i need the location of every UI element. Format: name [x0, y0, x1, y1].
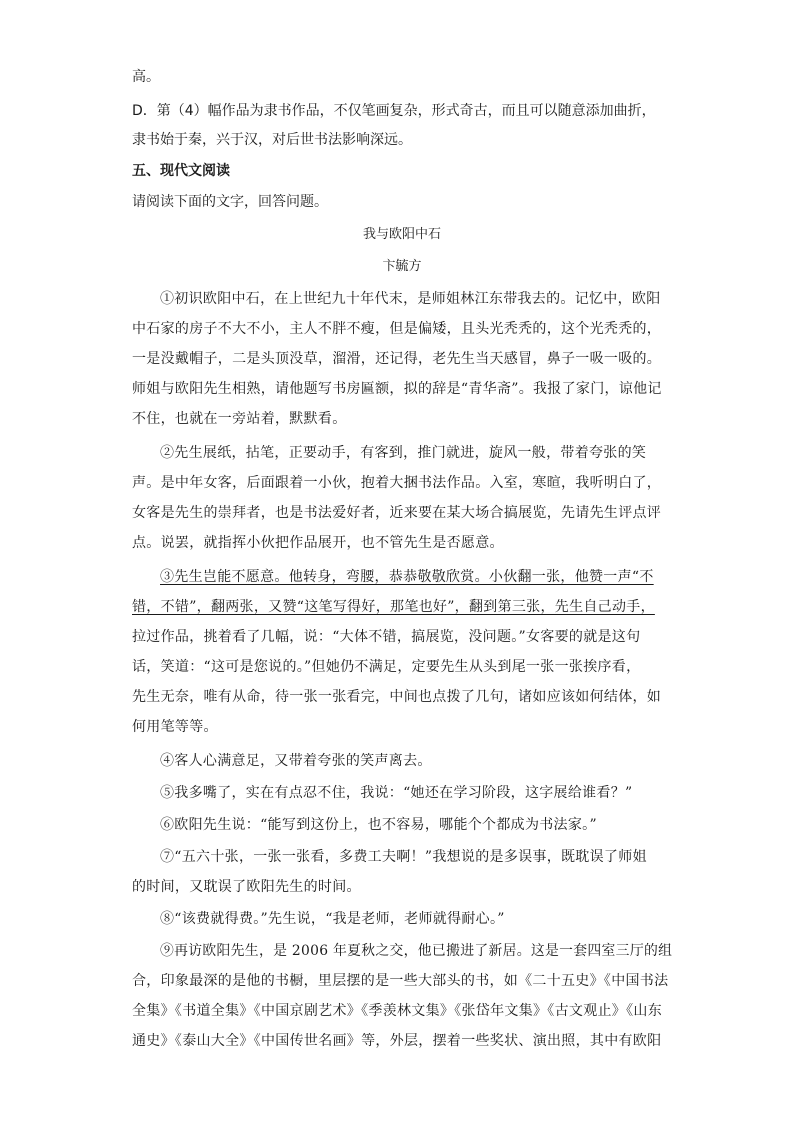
- article-line-19: ⑦“五六十张，一张一张看，多费工夫啊！”我想说的是多误事，既耽误了师姐: [160, 849, 647, 865]
- article-line-18: ⑥欧阳先生说：“能写到这份上，也不容易，哪能个个都成为书法家。”: [160, 817, 597, 833]
- article-line-9: 点。说罢，就指挥小伙把作品展开，也不管先生是否愿意。: [132, 535, 504, 551]
- article-line-25: 通史》《泰山大全》《中国传世名画》等，外层，摆着一些奖状、演出照，其中有欧阳: [132, 1033, 662, 1049]
- article-line-20: 的时间，又耽误了欧阳先生的时间。: [132, 879, 361, 895]
- article-line-14: 先生无奈，唯有从命，待一张一张看完，中间也点拨了几句，诸如应该如何结体，如: [132, 689, 662, 705]
- article-line-2: 中石家的房子不大不小，主人不胖不瘦，但是偏矮，且头光秃秃的，这个光秃秃的，: [132, 321, 662, 337]
- article-line-15: 何用笔等等。: [132, 719, 218, 735]
- option-d-line-1: D．第（4）幅作品为隶书作品，不仅笔画复杂，形式奇古，而且可以随意添加曲折，: [132, 103, 656, 119]
- article-line-10-underlined: ③先生岂能不愿意。他转身，弯腰，恭恭敬敬欣赏。小伙翻一张，他赞一声“不: [160, 569, 654, 585]
- article-line-24: 全集》《书道全集》《中国京剧艺术》《季羡林文集》《张岱年文集》《古文观止》《山东: [132, 1003, 662, 1019]
- article-line-16: ④客人心满意足，又带着夸张的笑声离去。: [160, 753, 432, 769]
- article-line-1: ①初识欧阳中石，在上世纪九十年代末，是师姐林江东带我去的。记忆中，欧阳: [160, 291, 661, 307]
- article-author: 卞毓方: [382, 259, 422, 274]
- article-title: 我与欧阳中石: [362, 227, 441, 242]
- article-line-17: ⑤我多嘴了，实在有点忍不住，我说：“她还在学习阶段，这字展给谁看？”: [160, 785, 633, 801]
- article-line-8: 女客是先生的崇拜者，也是书法爱好者，近来要在某大场合搞展览，先请先生评点评: [132, 505, 662, 521]
- article-line-7: 声。是中年女客，后面跟着一小伙，抱着大捆书法作品。入室，寒暄，我听明白了，: [132, 475, 662, 491]
- article-line-4: 师姐与欧阳先生相熟，请他题写书房匾额，拟的辞是“青华斋”。我报了家门，谅他记: [132, 381, 662, 397]
- article-line-3: 一是没戴帽子，二是头顶没草，溜滑，还记得，老先生当天感冒，鼻子一吸一吸的。: [132, 351, 662, 367]
- article-line-6: ②先生展纸，拈笔，正要动手，有客到，推门就进，旋风一般，带着夸张的笑: [160, 445, 647, 461]
- article-line-11-underlined: 错，不错”，翻两张，又赞“这笔写得好，那笔也好”，翻到第三张，先生自己动手，: [132, 599, 655, 615]
- article-line-21: ⑧“该费就得费。”先生说，“我是老师，老师就得耐心。”: [160, 911, 505, 927]
- article-line-5: 不住，也就在一旁站着，默默看。: [132, 411, 347, 427]
- option-c-ending: 高。: [132, 69, 160, 85]
- section-instruction: 请阅读下面的文字，回答问题。: [132, 194, 328, 210]
- article-line-12: 拉过作品，挑着看了几幅，说：“大体不错，搞展览，没问题。”女客要的就是这句: [132, 629, 641, 645]
- article-line-22: ⑨再访欧阳先生，是 2006 年夏秋之交，他已搬进了新居。这是一套四室三厅的组: [160, 943, 673, 959]
- article-line-23: 合，印象最深的是他的书橱，里层摆的是一些大部头的书，如《二十五史》《中国书法: [132, 973, 669, 989]
- article-line-13: 话，笑道：“这可是您说的。”但她仍不满足，定要先生从头到尾一张一张挨序看，: [132, 659, 641, 675]
- option-d-line-2: 隶书始于秦，兴于汉，对后世书法影响深远。: [132, 132, 412, 148]
- section-title: 五、现代文阅读: [132, 163, 230, 179]
